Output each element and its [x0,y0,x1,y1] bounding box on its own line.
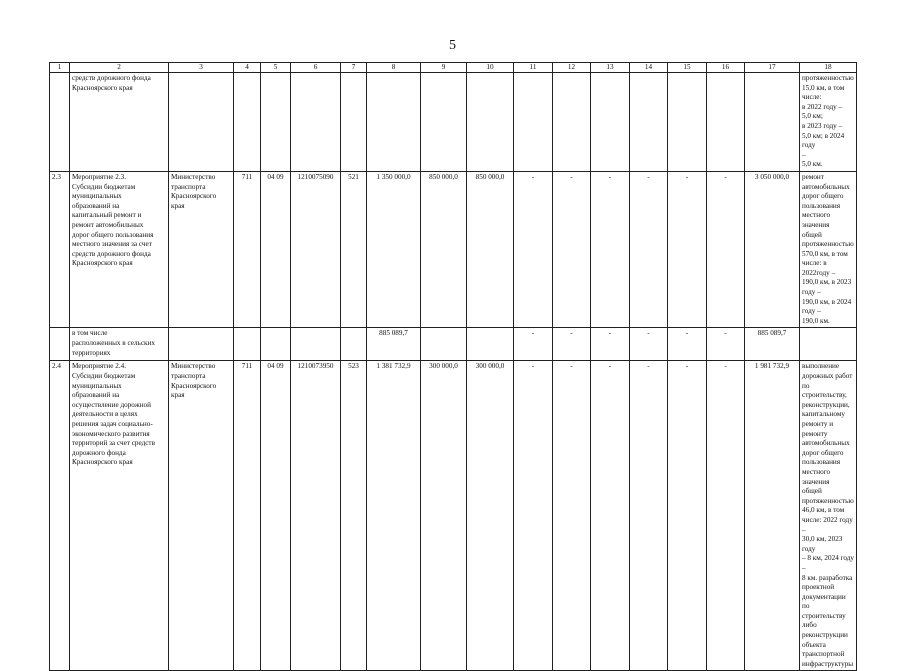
cell-amount [421,73,467,172]
cell-vr: 521 [341,171,367,328]
cell-value: - [668,361,707,671]
cell-value: - [553,328,591,361]
cell-total [745,73,800,172]
cell-amount [467,73,514,172]
cell-value: - [707,171,745,328]
budget-table [49,62,857,671]
cell-value: - [514,361,553,671]
cell-csr: 1210075090 [291,171,341,328]
cell-rzpr: 04 09 [261,361,291,671]
header-cell: 1 [50,63,70,73]
cell-value: - [591,171,630,328]
cell-csr [291,73,341,172]
cell-vr: 523 [341,361,367,671]
cell-value: - [630,171,668,328]
cell-result [800,328,857,361]
cell-value: - [514,171,553,328]
cell-result: выполнение дорожных работ по строительству, реконструкции, капитальному ремонту и ремонту автомобильных дорог общего пользования местного значения общей протяженностью 46,0 км, в том числе: 2022 году – 30,0 км, 2023 году – 8 км, 2024 году – 8 км. разработка проектной документации по строительству либо реконструкции объекта транспортной инфраструктуры [800,361,857,671]
header-cell: 10 [467,63,514,73]
cell-amount: 850 000,0 [421,171,467,328]
cell-grbs: 711 [234,171,261,328]
cell-vr [341,328,367,361]
cell-value: - [707,328,745,361]
cell-amount [367,73,421,172]
cell-num [50,73,70,172]
page-number: 5 [449,38,456,53]
cell-value [514,73,553,172]
cell-value [630,73,668,172]
cell-amount: 1 350 000,0 [367,171,421,328]
table-header-row [50,63,857,73]
header-cell: 5 [261,63,291,73]
cell-amount [467,328,514,361]
table-row [50,361,857,671]
cell-agency [169,328,234,361]
header-cell: 3 [169,63,234,73]
cell-value [707,73,745,172]
header-cell: 15 [668,63,707,73]
cell-agency: Министерство транспорта Красноярского края [169,361,234,671]
cell-amount: 885 089,7 [367,328,421,361]
cell-amount: 300 000,0 [421,361,467,671]
cell-amount [421,328,467,361]
header-cell: 7 [341,63,367,73]
cell-result: протяженностью 15,0 км, в том числе: в 2022 году – 5,0 км; в 2023 году – 5,0 км; в 2024 году – 5,0 км. [800,73,857,172]
cell-value [668,73,707,172]
cell-agency [169,73,234,172]
cell-rzpr [261,328,291,361]
table-row [50,73,857,172]
cell-total: 885 089,7 [745,328,800,361]
cell-description: в том числе расположенных в сельских территориях [70,328,169,361]
cell-description: Мероприятие 2.4. Субсидии бюджетам муниципальных образований на осуществление дорожной деятельности в целях решения задач социально- экономического развития территорий за счет средств дорожного фонда Красноярского края [70,361,169,671]
cell-value: - [591,328,630,361]
cell-value: - [591,361,630,671]
cell-rzpr [261,73,291,172]
cell-value: - [668,171,707,328]
cell-description: средств дорожного фонда Красноярского края [70,73,169,172]
cell-grbs [234,328,261,361]
cell-csr [291,328,341,361]
cell-value: - [553,171,591,328]
header-cell: 6 [291,63,341,73]
cell-agency: Министерство транспорта Красноярского края [169,171,234,328]
header-cell: 16 [707,63,745,73]
header-cell: 8 [367,63,421,73]
cell-num: 2.4 [50,361,70,671]
cell-result: ремонт автомобильных дорог общего пользования местного значения общей протяженностью 570,0 км, в том числе: в 2022году – 190,0 км, в 2023 году – 190,0 км, в 2024 году – 190,0 км. [800,171,857,328]
cell-value [591,73,630,172]
cell-value: - [668,328,707,361]
cell-total: 1 981 732,9 [745,361,800,671]
header-cell: 14 [630,63,668,73]
cell-grbs [234,73,261,172]
header-cell: 13 [591,63,630,73]
cell-total: 3 050 000,0 [745,171,800,328]
cell-csr: 1210073950 [291,361,341,671]
cell-description: Мероприятие 2.3. Субсидии бюджетам муниципальных образований на капитальный ремонт и ремонт автомобильных дорог общего пользования местного значения за счет средств дорожного фонда Красноярского края [70,171,169,328]
cell-value: - [630,328,668,361]
header-cell: 9 [421,63,467,73]
header-cell: 12 [553,63,591,73]
header-cell: 2 [70,63,169,73]
header-cell: 4 [234,63,261,73]
cell-amount: 850 000,0 [467,171,514,328]
cell-amount: 1 381 732,9 [367,361,421,671]
cell-value: - [707,361,745,671]
header-cell: 18 [800,63,857,73]
cell-value: - [514,328,553,361]
cell-num: 2.3 [50,171,70,328]
cell-value: - [553,361,591,671]
header-cell: 11 [514,63,553,73]
header-cell: 17 [745,63,800,73]
cell-amount: 300 000,0 [467,361,514,671]
cell-value [553,73,591,172]
table-row [50,328,857,361]
cell-num [50,328,70,361]
table-row [50,171,857,328]
cell-rzpr: 04 09 [261,171,291,328]
cell-value: - [630,361,668,671]
cell-grbs: 711 [234,361,261,671]
cell-vr [341,73,367,172]
